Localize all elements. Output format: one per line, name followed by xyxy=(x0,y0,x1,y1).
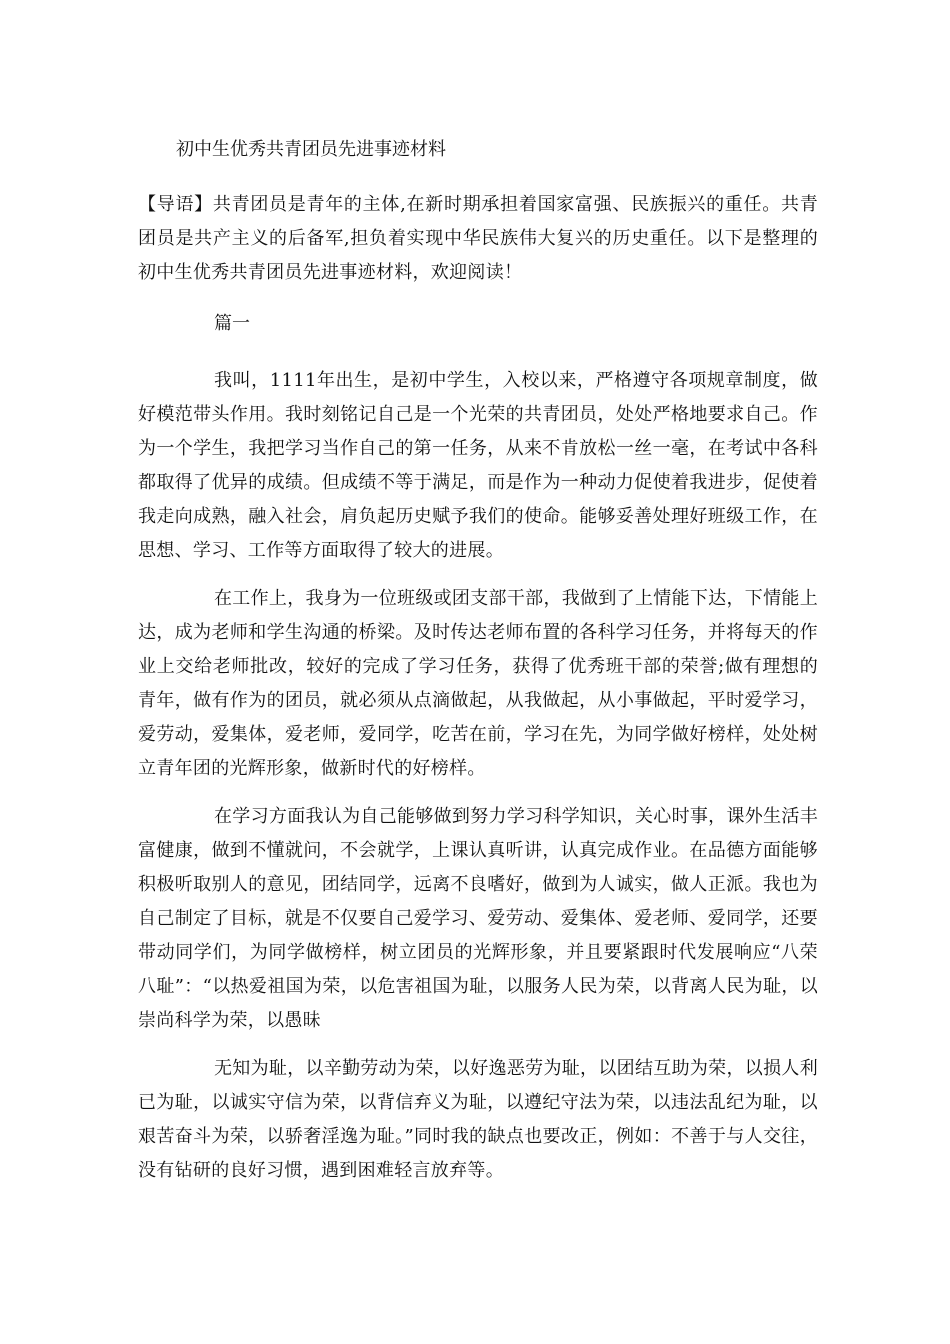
body-paragraph-2: 在工作上，我身为一位班级或团支部干部，我做到了上情能下达，下情能上达，成为老师和学生沟通的桥梁。及时传达老师布置的各科学习任务，并将每天的作业上交给老师批改，较好的完成了学习任务，获得了优秀班干部的荣誉;做有理想的青年，做有作为的团员，就必须从点滴做起，从我做起，从小事做起，平时爱学习，爱劳动，爱集体，爱老师，爱同学，吃苦在前，学习在先，为同学做好榜样，处处树立青年团的光辉形象，做新时代的好榜样。 xyxy=(138,588,818,779)
body-paragraph-4: 无知为耻，以辛勤劳动为荣，以好逸恶劳为耻，以团结互助为荣，以损人利已为耻，以诚实守信为荣，以背信弃义为耻，以遵纪守法为荣，以违法乱纪为耻，以艰苦奋斗为荣，以骄奢淫逸为耻。”同时我的缺点也要改正，例如：不善于与人交往，没有钻研的良好习惯，遇到困难轻言放弃等。 xyxy=(138,1058,818,1181)
document-title: 初中生优秀共青团员先进事迹材料 xyxy=(176,139,446,160)
body-paragraph-3: 在学习方面我认为自己能够做到努力学习科学知识，关心时事，课外生活丰富健康，做到不懂就问，不会就学，上课认真听讲，认真完成作业。在品德方面能够积极听取别人的意见，团结同学，远离不良嗜好，做到为人诚实，做人正派。我也为自己制定了目标，就是不仅要自己爱学习、爱劳动、爱集体、爱老师、爱同学，还要带动同学们，为同学做榜样，树立团员的光辉形象，并且要紧跟时代发展响应“八荣八耻”：“以热爱祖国为荣，以危害祖国为耻，以服务人民为荣，以背离人民为耻，以崇尚科学为荣，以愚昧 xyxy=(138,806,818,1031)
body-paragraph-1: 我叫，1111年出生，是初中学生，入校以来，严格遵守各项规章制度，做好模范带头作用。我时刻铭记自己是一个光荣的共青团员，处处严格地要求自己。作为一个学生，我把学习当作自己的第一任务，从来不肯放松一丝一毫，在考试中各科都取得了优异的成绩。但成绩不等于满足，而是作为一种动力促使着我进步，促使着我走向成熟，融入社会，肩负起历史赋予我们的使命。能够妥善处理好班级工作，在思想、学习、工作等方面取得了较大的进展。 xyxy=(138,370,818,561)
section-heading: 篇一 xyxy=(214,313,250,334)
intro-paragraph: 【导语】共青团员是青年的主体,在新时期承担着国家富强、民族振兴的重任。共青团员是共产主义的后备军,担负着实现中华民族伟大复兴的历史重任。以下是整理的初中生优秀共青团员先进事迹材料，欢迎阅读！ xyxy=(138,194,818,283)
